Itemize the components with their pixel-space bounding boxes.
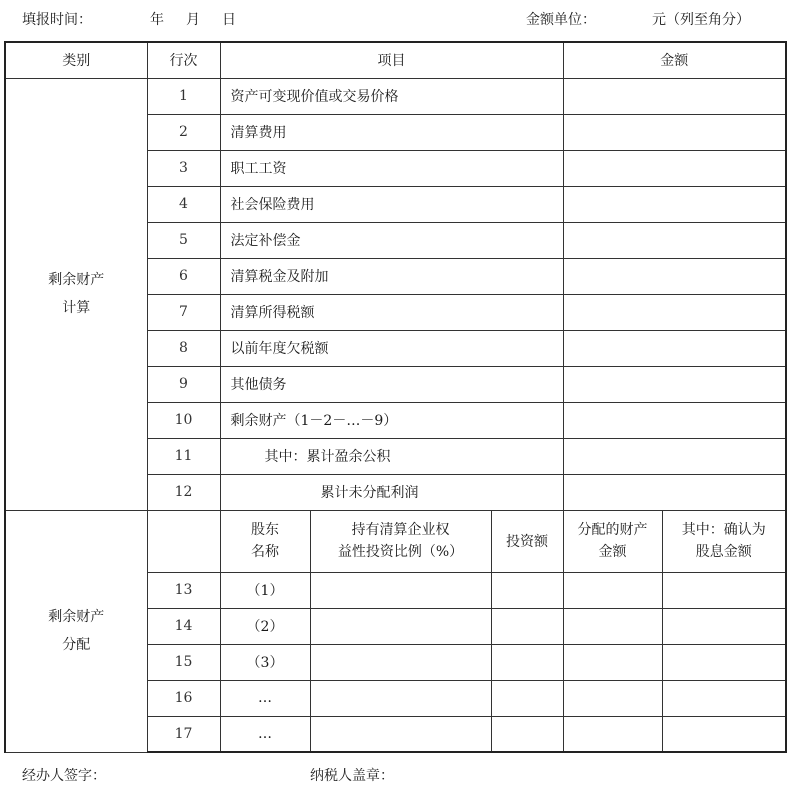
column-header-equity-ratio: 持有清算企业权 益性投资比例（%） [310, 510, 491, 572]
table-row [5, 78, 786, 114]
category-remaining-property-distribution: 剩余财产 分配 [5, 510, 147, 752]
equity-ratio-cell[interactable] [310, 644, 491, 680]
fill-time-label: 填报时间： [22, 12, 92, 28]
investment-cell[interactable] [491, 572, 563, 608]
investment-cell[interactable] [491, 608, 563, 644]
column-header-distributed-amount: 分配的财产 金额 [563, 510, 662, 572]
row-number: 8 [147, 330, 220, 366]
amount-cell[interactable] [563, 114, 786, 150]
row-item: 资产可变现价值或交易价格 [220, 78, 563, 114]
row-number: 4 [147, 186, 220, 222]
column-header-amount: 金额 [563, 42, 786, 78]
form-header [0, 6, 790, 30]
row-number: 17 [147, 716, 220, 752]
amount-cell[interactable] [563, 438, 786, 474]
liquidation-form-table [4, 41, 787, 753]
amount-cell[interactable] [563, 402, 786, 438]
dividend-amount-cell[interactable] [662, 572, 786, 608]
shareholder-name: （1） [220, 572, 310, 608]
row-item: 职工工资 [220, 150, 563, 186]
blank-cell [147, 510, 220, 572]
row-item: 累计未分配利润 [220, 474, 563, 510]
column-header-category: 类别 [5, 42, 147, 78]
row-item: 其他债务 [220, 366, 563, 402]
amount-cell[interactable] [563, 186, 786, 222]
dividend-amount-cell[interactable] [662, 716, 786, 752]
row-item: 清算费用 [220, 114, 563, 150]
shareholder-name: … [220, 680, 310, 716]
amount-cell[interactable] [563, 258, 786, 294]
row-item: 法定补偿金 [220, 222, 563, 258]
category-remaining-property-calculation: 剩余财产 计算 [5, 78, 147, 510]
dividend-amount-cell[interactable] [662, 608, 786, 644]
amount-cell[interactable] [563, 222, 786, 258]
amount-cell[interactable] [563, 150, 786, 186]
column-header-item: 项目 [220, 42, 563, 78]
shareholder-name: （2） [220, 608, 310, 644]
distributed-amount-cell[interactable] [563, 608, 662, 644]
row-item: 社会保险费用 [220, 186, 563, 222]
row-number: 10 [147, 402, 220, 438]
row-item: 清算所得税额 [220, 294, 563, 330]
column-header-dividend-amount: 其中：确认为 股息金额 [662, 510, 786, 572]
amount-cell[interactable] [563, 294, 786, 330]
amount-unit-label: 金额单位： [526, 12, 596, 28]
row-number: 15 [147, 644, 220, 680]
dividend-amount-cell[interactable] [662, 644, 786, 680]
taxpayer-seal-label: 纳税人盖章： [310, 768, 394, 784]
row-number: 6 [147, 258, 220, 294]
equity-ratio-cell[interactable] [310, 608, 491, 644]
distributed-amount-cell[interactable] [563, 680, 662, 716]
row-item: 以前年度欠税额 [220, 330, 563, 366]
row-number: 5 [147, 222, 220, 258]
amount-cell[interactable] [563, 330, 786, 366]
column-header-investment: 投资额 [491, 510, 563, 572]
day-label: 日 [222, 12, 236, 28]
equity-ratio-cell[interactable] [310, 572, 491, 608]
column-header-row-no: 行次 [147, 42, 220, 78]
row-number: 7 [147, 294, 220, 330]
amount-cell[interactable] [563, 474, 786, 510]
row-number: 14 [147, 608, 220, 644]
row-item: 清算税金及附加 [220, 258, 563, 294]
form-footer [0, 762, 790, 786]
investment-cell[interactable] [491, 716, 563, 752]
row-number: 3 [147, 150, 220, 186]
equity-ratio-cell[interactable] [310, 680, 491, 716]
investment-cell[interactable] [491, 680, 563, 716]
investment-cell[interactable] [491, 644, 563, 680]
year-label: 年 [150, 12, 164, 28]
distributed-amount-cell[interactable] [563, 644, 662, 680]
row-number: 11 [147, 438, 220, 474]
handler-signature-label: 经办人签字： [22, 768, 106, 784]
distributed-amount-cell[interactable] [563, 572, 662, 608]
row-item: 剩余财产（1－2－…－9） [220, 402, 563, 438]
amount-cell[interactable] [563, 366, 786, 402]
column-header-shareholder-name: 股东 名称 [220, 510, 310, 572]
row-number: 2 [147, 114, 220, 150]
row-number: 1 [147, 78, 220, 114]
dividend-amount-cell[interactable] [662, 680, 786, 716]
row-number: 13 [147, 572, 220, 608]
row-number: 12 [147, 474, 220, 510]
amount-cell[interactable] [563, 78, 786, 114]
equity-ratio-cell[interactable] [310, 716, 491, 752]
row-number: 16 [147, 680, 220, 716]
shareholder-name: （3） [220, 644, 310, 680]
row-item: 其中：累计盈余公积 [220, 438, 563, 474]
distribution-header-row [5, 510, 786, 572]
amount-unit-value: 元（列至角分） [652, 12, 750, 28]
row-number: 9 [147, 366, 220, 402]
month-label: 月 [186, 12, 200, 28]
shareholder-name: … [220, 716, 310, 752]
distributed-amount-cell[interactable] [563, 716, 662, 752]
